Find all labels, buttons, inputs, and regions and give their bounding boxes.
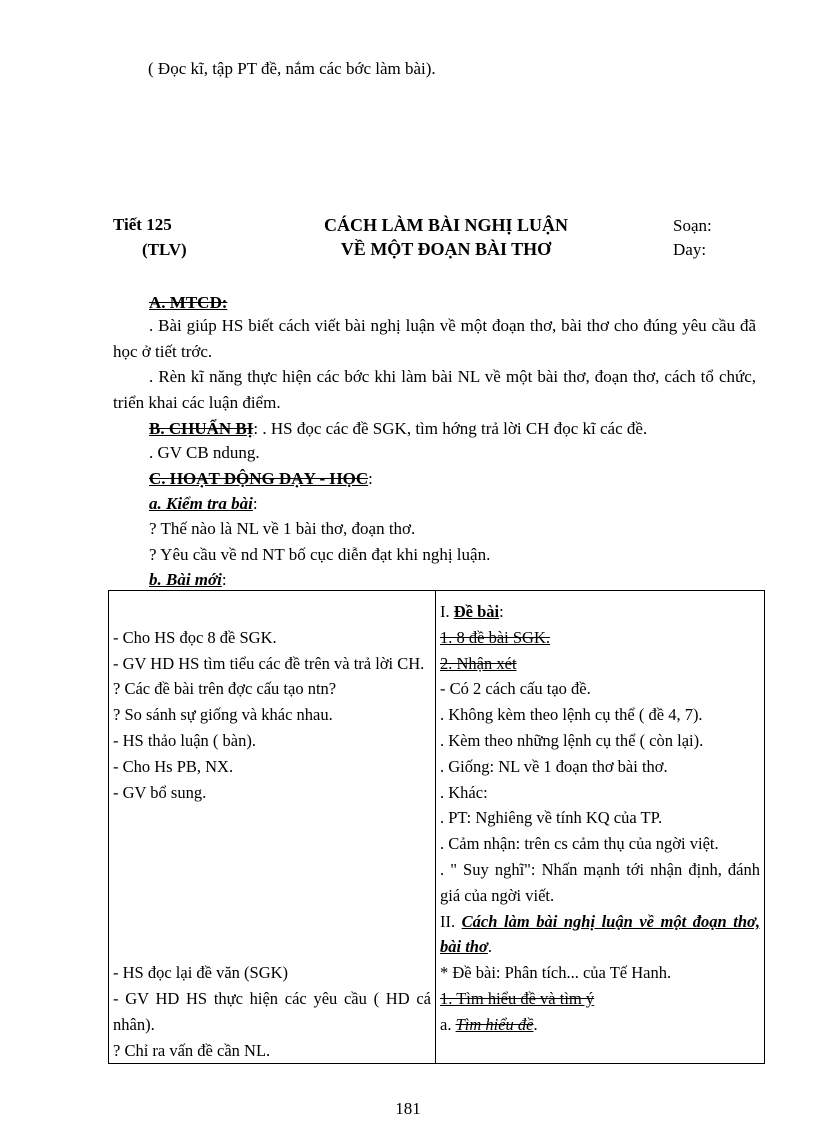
r12-suffix: . bbox=[487, 937, 492, 957]
right-line: 1. 8 đề bài SGK. bbox=[440, 627, 550, 647]
section-a-heading: A. MTCĐ: bbox=[149, 293, 228, 312]
lesson-content bbox=[436, 591, 765, 1064]
right-line: . Không kèm theo lệnh cụ thể ( đề 4, 7). bbox=[440, 705, 703, 725]
lesson-type: (TLV) bbox=[142, 240, 187, 259]
section-c-colon: : bbox=[368, 469, 373, 488]
day-label: Day: bbox=[673, 240, 707, 259]
r1-colon: : bbox=[499, 602, 504, 621]
r15-suffix: . bbox=[533, 1014, 538, 1034]
right-line: * Đề bài: Phân tích... của Tế Hanh. bbox=[440, 963, 672, 983]
title-line-1: CÁCH LÀM BÀI NGHỊ LUẬN bbox=[323, 215, 568, 235]
left-spacer bbox=[113, 909, 431, 935]
left-line: - Cho HS đọc 8 đề SGK. bbox=[113, 627, 277, 647]
right-line: . PT: Nghiêng về tính KQ của TP. bbox=[440, 808, 663, 828]
page-number: 181 bbox=[395, 1099, 421, 1118]
left-spacer bbox=[113, 883, 431, 909]
right-line: . Khác: bbox=[440, 782, 488, 802]
objective-paragraph-1 bbox=[113, 313, 756, 364]
check-question-1: ? Thế nào là NL về 1 bài thơ, đoạn thơ. bbox=[149, 519, 416, 538]
teacher-student-activities bbox=[109, 591, 436, 1064]
top-note: ( Đọc kĩ, tập PT đề, nắm các bớc làm bài). bbox=[148, 59, 436, 78]
section-b-text: : . HS đọc các đề SGK, tìm hớng trả lời CH đọc kĩ các đề. bbox=[253, 419, 648, 438]
check-heading: a. Kiểm tra bài bbox=[149, 494, 253, 513]
check-heading-line bbox=[149, 491, 258, 517]
cach-lam-bai-heading: Cách làm bài nghị luận về một đoạn thơ, bài thơ bbox=[440, 911, 760, 957]
section-b-gv: . GV CB ndung. bbox=[149, 443, 260, 462]
left-line: - GV HD HS thực hiện các yêu cầu ( HD cá nhân). bbox=[113, 988, 431, 1034]
page-title bbox=[296, 213, 596, 261]
right-line bbox=[440, 599, 760, 625]
left-line: - HS đọc lại đề văn (SGK) bbox=[113, 963, 289, 983]
objective-text-1: . Bài giúp HS biết cách viết bài nghị luận về một đoạn thơ, bài thơ cho đúng yêu cầu đã học ở tiết trớc. bbox=[113, 316, 756, 361]
left-line: - HS thảo luận ( bàn). bbox=[113, 730, 256, 750]
check-question-2: ? Yêu cầu về nd NT bố cục diễn đạt khi nghị luận. bbox=[149, 545, 491, 564]
right-line: - Có 2 cách cấu tạo đề. bbox=[440, 679, 591, 699]
r1-prefix: I. bbox=[440, 602, 454, 621]
left-line bbox=[113, 599, 431, 625]
check-colon: : bbox=[252, 494, 258, 513]
section-c-line bbox=[149, 466, 373, 492]
left-spacer bbox=[113, 857, 431, 883]
left-line: ? Các đề bài trên đợc cấu tạo ntn? bbox=[113, 679, 337, 699]
left-line: - GV HD HS tìm tiểu các đề trên và trả lời CH. bbox=[113, 653, 425, 673]
section-c-heading: C. HOẠT ĐỘNG DẠY - HỌC bbox=[149, 469, 369, 488]
title-line-2: VỀ MỘT ĐOẠN BÀI THƠ bbox=[340, 239, 552, 259]
right-line: . Giống: NL về 1 đoạn thơ bài thơ. bbox=[440, 756, 668, 776]
lesson-number: Tiết 125 bbox=[113, 215, 172, 234]
de-bai-heading: Đề bài bbox=[453, 602, 500, 621]
right-line: 2. Nhận xét bbox=[440, 653, 517, 673]
right-line: . Kèm theo những lệnh cụ thể ( còn lại). bbox=[440, 730, 704, 750]
left-line: - Cho Hs PB, NX. bbox=[113, 756, 234, 776]
r12-prefix: II. bbox=[440, 911, 462, 931]
left-spacer bbox=[113, 805, 431, 831]
right-line bbox=[440, 1012, 760, 1038]
tim-hieu-de-heading: Tìm hiểu đề bbox=[455, 1014, 534, 1034]
left-line: ? So sánh sự giống và khác nhau. bbox=[113, 705, 333, 725]
right-line: . Cảm nhận: trên cs cảm thụ của ngời việt. bbox=[440, 834, 719, 854]
left-spacer bbox=[113, 934, 431, 960]
section-b-line bbox=[149, 416, 647, 442]
lesson-table bbox=[108, 590, 765, 1064]
objective-paragraph-2 bbox=[113, 364, 756, 415]
right-line: 1. Tìm hiểu đề và tìm ý bbox=[440, 988, 595, 1008]
section-b-heading: B. CHUẨN BỊ bbox=[149, 419, 254, 438]
left-line: - GV bổ sung. bbox=[113, 782, 207, 802]
objective-text-2: . Rèn kĩ năng thực hiện các bớc khi làm bài NL về một bài thơ, đoạn thơ, cách tổ chức, triển khai các luận điểm. bbox=[113, 367, 756, 412]
left-spacer bbox=[113, 831, 431, 857]
new-lesson-line bbox=[149, 567, 227, 593]
new-lesson-colon: : bbox=[221, 570, 227, 589]
left-line: ? Chỉ ra vấn đề cần NL. bbox=[113, 1040, 271, 1060]
new-lesson-heading: b. Bài mới bbox=[149, 570, 222, 589]
soan-label: Soạn: bbox=[673, 216, 712, 235]
right-line bbox=[440, 909, 760, 961]
r15-prefix: a. bbox=[440, 1014, 456, 1034]
table-row bbox=[109, 591, 765, 1064]
right-line: . " Suy nghĩ": Nhấn mạnh tới nhận định, đánh giá của ngời viết. bbox=[440, 859, 760, 905]
